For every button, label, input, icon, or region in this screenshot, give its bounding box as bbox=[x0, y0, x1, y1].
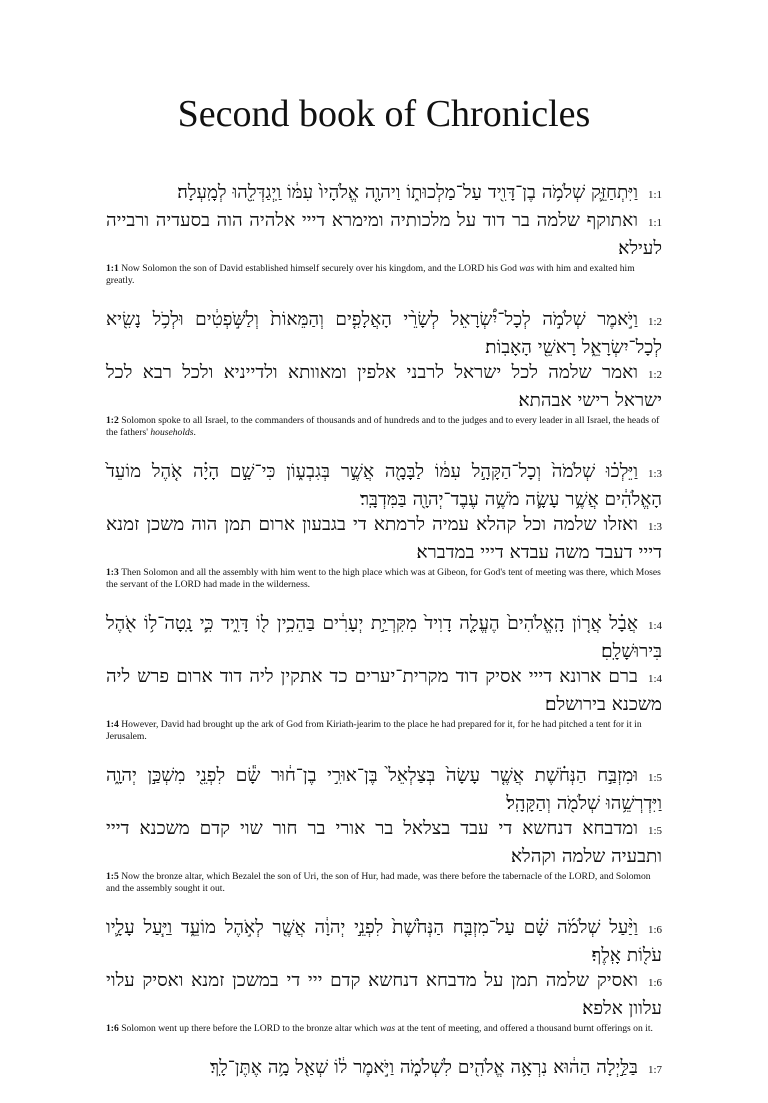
verse-list bbox=[106, 180, 662, 1103]
verse-number: 1:5 bbox=[106, 871, 122, 882]
english-italic-text: was bbox=[519, 263, 535, 274]
aramaic-text: ברם ארונא דייי אסיק דוד מקרית־יערים כד אתקין ליה דוד ארום פרש ליה משכנא בירושלם׃ bbox=[106, 666, 662, 715]
aramaic-text: ואמר שלמה לכל ישראל לרבני אלפין ומאוותא ולדייניא ולכל רבא לכל ישראל רישי אבהתא׃ bbox=[106, 362, 662, 411]
verse-number: 1:4 bbox=[647, 673, 662, 685]
verse-block bbox=[106, 459, 662, 591]
english-text: However, David had brought up the ark of God from Kiriath-jearim to the place he had prepared for it, for he had pitched a tent for it in Jerusalem. bbox=[106, 719, 642, 742]
verse-block bbox=[106, 915, 662, 1035]
english-text: . bbox=[193, 427, 196, 438]
verse-number: 1:1 bbox=[106, 263, 122, 274]
english-text: Now Solomon the son of David established himself securely over his kingdom, and the LORD his God bbox=[121, 263, 520, 274]
verse-block bbox=[106, 307, 662, 439]
aramaic-verse bbox=[106, 816, 662, 869]
english-text: at the tent of meeting, and offered a thousand burnt offerings on it. bbox=[395, 1023, 653, 1034]
verse-block bbox=[106, 611, 662, 743]
verse-number: 1:3 bbox=[106, 567, 122, 578]
aramaic-verse bbox=[106, 208, 662, 261]
aramaic-verse bbox=[106, 360, 662, 413]
english-text: Solomon spoke to all Israel, to the commanders of thousands and of hundreds and to the judges and to every leader in all Israel, the heads of the fathers' bbox=[106, 415, 660, 438]
verse-number: 1:1 bbox=[647, 217, 662, 229]
english-verse bbox=[106, 567, 662, 591]
verse-block bbox=[106, 180, 662, 287]
verse-number: 1:2 bbox=[647, 316, 662, 328]
hebrew-verse bbox=[106, 307, 662, 360]
hebrew-text: וַיַּ֨עַל שְׁלֹמֹ֜ה שָׁ֗ם עַל־מִזְבַּ֤ח הַנְּחֹ֙שֶׁת֙ לִפְנֵ֣י יְהוָ֔ה אֲשֶׁ֖ר לְאֹ֣הֶל מוֹעֵ֑ד וַיַּ֧עַל עָלָ֛יו עֹל֖וֹת אָֽלֶף׃ bbox=[106, 917, 662, 966]
hebrew-verse bbox=[106, 611, 662, 664]
english-text: Solomon went up there before the LORD to the bronze altar which bbox=[121, 1023, 381, 1034]
verse-number: 1:1 bbox=[647, 189, 662, 201]
english-verse bbox=[106, 1023, 662, 1035]
hebrew-text: וּמִזְבַּ֣ח הַנְּחֹ֗שֶׁת אֲשֶׁ֤ר עָשָׂה֙ בְּצַלְאֵל֙ בֶּן־אוּרִ֣י בֶן־ח֔וּר שָׂ֕ם לִפְנֵ֖י מִשְׁכַּ֣ן יְהוָ֑ה וַיִּדְרְשֵׁ֥הוּ שְׁלֹמֹ֖ה וְהַקָּהָֽל׃ bbox=[106, 765, 662, 814]
hebrew-verse bbox=[106, 180, 662, 208]
verse-number: 1:7 bbox=[647, 1064, 662, 1076]
verse-number: 1:3 bbox=[647, 521, 662, 533]
verse-number: 1:6 bbox=[106, 1023, 122, 1034]
hebrew-text: בַּלַּ֣יְלָה הַה֔וּא נִרְאָ֥ה אֱלֹהִ֖ים לִשְׁלֹמֹ֑ה וַיֹּ֣אמֶר ל֔וֹ שְׁאַ֖ל מָ֥ה אֶתֶּן־לָֽךְ׃ bbox=[210, 1057, 638, 1078]
hebrew-text: וַיֹּ֣אמֶר שְׁלֹמֹ֣ה לְכָל־יִ֠שְׂרָאֵל לְשָׂרֵ֨י הָאֲלָפִ֤ים וְהַמֵּאוֹת֙ וְלַשֹּׁ֣פְטִ֔ים וּלְכֹ֥ל נָשִׂ֖יא לְכָל־יִשְׂרָאֵ֑ל רָאשֵׁ֖י הָאָבֽוֹת׃ bbox=[106, 309, 662, 358]
aramaic-verse bbox=[106, 512, 662, 565]
aramaic-verse bbox=[106, 664, 662, 717]
verse-number: 1:4 bbox=[106, 719, 122, 730]
verse-block bbox=[106, 763, 662, 895]
hebrew-verse bbox=[106, 763, 662, 816]
verse-number: 1:5 bbox=[647, 772, 662, 784]
aramaic-text: ואתוקף שלמה בר דוד על מלכותיה ומימרא דייי אלהיה הוה בסעדיה ורבייה לעילא׃ bbox=[106, 210, 662, 259]
english-verse bbox=[106, 415, 662, 439]
aramaic-verse bbox=[106, 968, 662, 1021]
hebrew-text: אֲבָ֗ל אֲר֤וֹן הָֽאֱלֹהִים֙ הֶעֱלָ֤ה דָוִיד֙ מִקִּרְיַ֣ת יְעָרִ֔ים בַּהֵכִ֥ין ל֖וֹ דָּוִ֑יד כִּ֛י נָֽטָה־ל֥וֹ אֹ֖הֶל בִּירוּשָׁלָֽםִ׃ bbox=[106, 613, 662, 662]
verse-number: 1:4 bbox=[647, 620, 662, 632]
verse-number: 1:6 bbox=[647, 924, 662, 936]
hebrew-verse bbox=[106, 915, 662, 968]
verse-block bbox=[106, 1055, 662, 1083]
aramaic-text: ומדבחא דנחשא די עבד בצלאל בר אורי בר חור שוי קדם משכנא דייי ותבעיה שלמה וקהלא׃ bbox=[106, 818, 662, 867]
english-text: with him and exalted him greatly. bbox=[106, 263, 635, 286]
english-verse bbox=[106, 263, 662, 287]
english-italic-text: households bbox=[150, 427, 194, 438]
verse-number: 1:2 bbox=[106, 415, 122, 426]
aramaic-text: ואזלו שלמה וכל קהלא עמיה לרמתא די בגבעון ארום תמן הוה משכן זמנא דייי דעבד משה עבדא דייי במדברא׃ bbox=[106, 514, 662, 563]
verse-number: 1:6 bbox=[647, 977, 662, 989]
english-italic-text: was bbox=[380, 1023, 396, 1034]
verse-number: 1:2 bbox=[647, 369, 662, 381]
hebrew-text: וַיֵּלְכ֗וּ שְׁלֹמֹה֙ וְכָל־הַקָּהָ֣ל עִמּ֔וֹ לַבָּמָ֖ה אֲשֶׁ֣ר בְּגִבְע֑וֹן כִּי־שָׁ֣ם הָיָ֗ה אֹ֤הֶל מוֹעֵד֙ הָאֱלֹהִ֔ים אֲשֶׁ֥ר עָשָׂ֛ה מֹשֶׁ֥ה עֶבֶד־יְהוָ֖ה בַּמִּדְבָּֽר׃ bbox=[106, 461, 662, 510]
english-text: Then Solomon and all the assembly with him went to the high place which was at Gibeon, for God's tent of meeting was there, which Moses the servant of the LORD had made in the wilderness. bbox=[106, 567, 661, 590]
verse-number: 1:5 bbox=[647, 825, 662, 837]
english-verse bbox=[106, 719, 662, 743]
english-verse bbox=[106, 871, 662, 895]
aramaic-text: ואסיק שלמה תמן על מדבחא דנחשא קדם ייי די במשכן זמנא ואסיק עלוי עלוון אלפא׃ bbox=[106, 970, 662, 1019]
page-title: Second book of Chronicles bbox=[177, 93, 591, 135]
hebrew-text: וַיִּתְחַזֵּ֛ק שְׁלֹמֹ֥ה בֶן־דָּוִ֖יד עַל־מַלְכוּת֑וֹ וַיהוָ֤ה אֱלֹהָיו֙ עִמּ֔וֹ וַֽיְגַדְּלֵ֖הוּ לְמָֽעְלָה׃ bbox=[177, 182, 638, 203]
english-text: Now the bronze altar, which Bezalel the son of Uri, the son of Hur, had made, was there before the tabernacle of the LORD, and Solomon and the assembly sought it out. bbox=[106, 871, 651, 894]
hebrew-verse bbox=[106, 1055, 662, 1083]
hebrew-verse bbox=[106, 459, 662, 512]
verse-number: 1:3 bbox=[647, 468, 662, 480]
